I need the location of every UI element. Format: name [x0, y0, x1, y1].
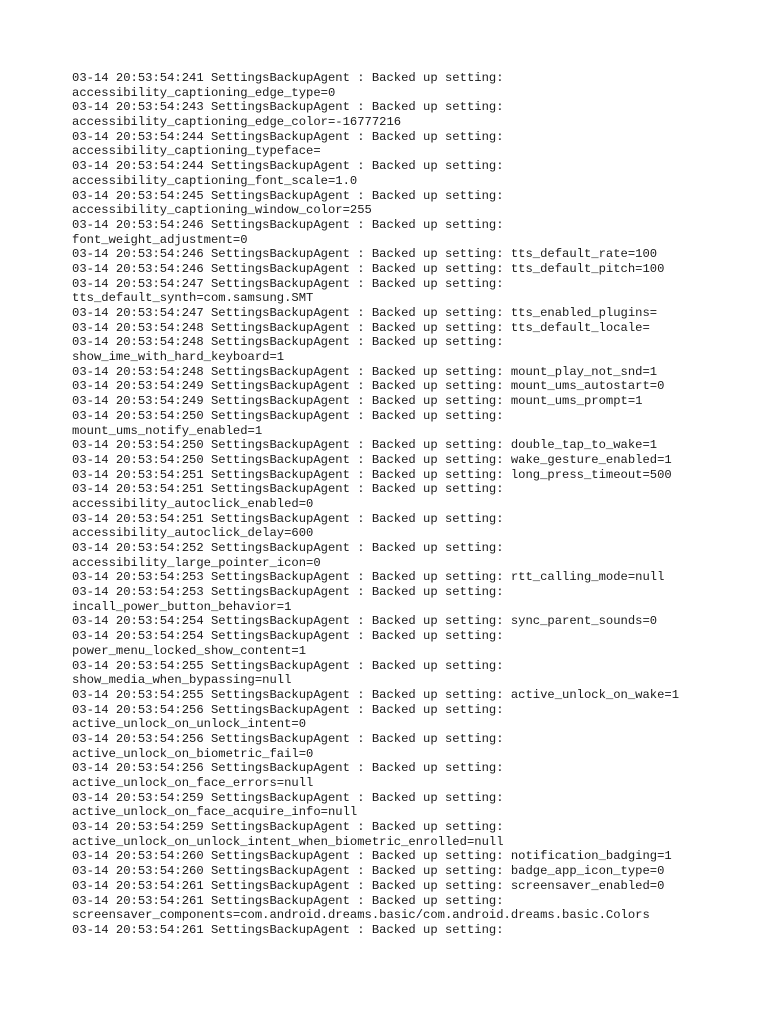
log-line: accessibility_captioning_window_color=255 — [72, 203, 372, 218]
log-line: 03-14 20:53:54:247 SettingsBackupAgent : Backed up setting: — [72, 276, 504, 291]
log-line: active_unlock_on_face_errors=null — [72, 776, 314, 790]
log-line: screensaver_components=com.android.dreams.basic/com.android.dreams.basic.Colors — [72, 908, 650, 923]
log-line: 03-14 20:53:54:248 SettingsBackupAgent : Backed up setting: tts_default_locale= — [72, 320, 650, 335]
log-line: 03-14 20:53:54:261 SettingsBackupAgent : Backed up setting: — [72, 922, 504, 937]
log-line: 03-14 20:53:54:247 SettingsBackupAgent : Backed up setting: tts_enabled_plugins= — [72, 306, 658, 320]
log-line: 03-14 20:53:54:249 SettingsBackupAgent : Backed up setting: mount_ums_autostart=0 — [72, 379, 665, 394]
log-line: 03-14 20:53:54:251 SettingsBackupAgent : Backed up setting: long_press_timeout=500 — [72, 467, 672, 482]
log-line: accessibility_autoclick_enabled=0 — [72, 496, 314, 511]
log-line: 03-14 20:53:54:254 SettingsBackupAgent : Backed up setting: — [72, 629, 504, 644]
log-line: 03-14 20:53:54:250 SettingsBackupAgent : Backed up setting: wake_gesture_enabled=1 — [72, 452, 672, 467]
log-line: 03-14 20:53:54:256 SettingsBackupAgent : Backed up setting: — [72, 761, 504, 776]
log-line: 03-14 20:53:54:256 SettingsBackupAgent : Backed up setting: — [72, 731, 504, 746]
log-line: 03-14 20:53:54:255 SettingsBackupAgent : Backed up setting: active_unlock_on_wake=1 — [72, 687, 680, 702]
log-line: accessibility_captioning_typeface= — [72, 144, 321, 159]
log-line: 03-14 20:53:54:248 SettingsBackupAgent : Backed up setting: — [72, 335, 504, 350]
log-line: 03-14 20:53:54:260 SettingsBackupAgent : Backed up setting: notification_badging=1 — [72, 849, 672, 864]
log-line: accessibility_captioning_edge_color=-16777216 — [72, 115, 402, 130]
log-line: incall_power_button_behavior=1 — [72, 599, 292, 614]
log-line: accessibility_autoclick_delay=600 — [72, 526, 314, 541]
log-line: 03-14 20:53:54:256 SettingsBackupAgent : Backed up setting: — [72, 702, 504, 717]
log-line: active_unlock_on_biometric_fail=0 — [72, 746, 314, 761]
log-line: 03-14 20:53:54:244 SettingsBackupAgent : Backed up setting: — [72, 129, 504, 144]
log-line: accessibility_captioning_edge_type=0 — [72, 85, 336, 100]
log-line: 03-14 20:53:54:248 SettingsBackupAgent : Backed up setting: mount_play_not_snd=1 — [72, 364, 658, 379]
log-line: 03-14 20:53:54:259 SettingsBackupAgent : Backed up setting: — [72, 820, 504, 835]
log-line: 03-14 20:53:54:246 SettingsBackupAgent : Backed up setting: — [72, 217, 504, 232]
log-line: font_weight_adjustment=0 — [72, 232, 248, 247]
log-document — [72, 71, 752, 938]
log-line: 03-14 20:53:54:261 SettingsBackupAgent : Backed up setting: — [72, 893, 504, 908]
log-line: active_unlock_on_face_acquire_info=null — [72, 805, 358, 820]
log-line: show_media_when_bypassing=null — [72, 673, 292, 688]
log-line: 03-14 20:53:54:251 SettingsBackupAgent : Backed up setting: — [72, 511, 504, 526]
log-line: 03-14 20:53:54:250 SettingsBackupAgent : Backed up setting: double_tap_to_wake=1 — [72, 438, 658, 453]
log-line: 03-14 20:53:54:261 SettingsBackupAgent : Backed up setting: screensaver_enabled=0 — [72, 878, 665, 893]
log-line: 03-14 20:53:54:241 SettingsBackupAgent : Backed up setting: — [72, 71, 504, 85]
log-line: 03-14 20:53:54:246 SettingsBackupAgent : Backed up setting: tts_default_rate=100 — [72, 247, 658, 262]
log-line: 03-14 20:53:54:251 SettingsBackupAgent : Backed up setting: — [72, 482, 504, 497]
log-line: mount_ums_notify_enabled=1 — [72, 423, 263, 438]
log-line: accessibility_captioning_font_scale=1.0 — [72, 173, 358, 188]
log-line: 03-14 20:53:54:249 SettingsBackupAgent : Backed up setting: mount_ums_prompt=1 — [72, 394, 643, 409]
log-line: 03-14 20:53:54:243 SettingsBackupAgent : Backed up setting: — [72, 100, 504, 115]
log-line: 03-14 20:53:54:244 SettingsBackupAgent : Backed up setting: — [72, 159, 504, 174]
log-line: 03-14 20:53:54:250 SettingsBackupAgent : Backed up setting: — [72, 408, 504, 423]
log-line: show_ime_with_hard_keyboard=1 — [72, 350, 285, 365]
log-line: 03-14 20:53:54:246 SettingsBackupAgent : Backed up setting: tts_default_pitch=100 — [72, 261, 665, 276]
log-line: active_unlock_on_unlock_intent=0 — [72, 717, 307, 732]
log-line: tts_default_synth=com.samsung.SMT — [72, 291, 314, 306]
log-line: 03-14 20:53:54:252 SettingsBackupAgent : Backed up setting: — [72, 541, 504, 555]
log-line: 03-14 20:53:54:253 SettingsBackupAgent : Backed up setting: rtt_calling_mode=null — [72, 570, 665, 585]
log-line: 03-14 20:53:54:254 SettingsBackupAgent : Backed up setting: sync_parent_sounds=0 — [72, 614, 658, 629]
log-line: power_menu_locked_show_content=1 — [72, 643, 307, 658]
log-line: 03-14 20:53:54:260 SettingsBackupAgent : Backed up setting: badge_app_icon_type=0 — [72, 864, 665, 879]
log-line: 03-14 20:53:54:255 SettingsBackupAgent : Backed up setting: — [72, 658, 504, 673]
log-line: accessibility_large_pointer_icon=0 — [72, 555, 321, 570]
log-line: active_unlock_on_unlock_intent_when_biometric_enrolled=null — [72, 834, 504, 849]
log-line: 03-14 20:53:54:259 SettingsBackupAgent : Backed up setting: — [72, 790, 504, 805]
log-line: 03-14 20:53:54:245 SettingsBackupAgent : Backed up setting: — [72, 188, 504, 203]
log-line: 03-14 20:53:54:253 SettingsBackupAgent : Backed up setting: — [72, 585, 504, 600]
